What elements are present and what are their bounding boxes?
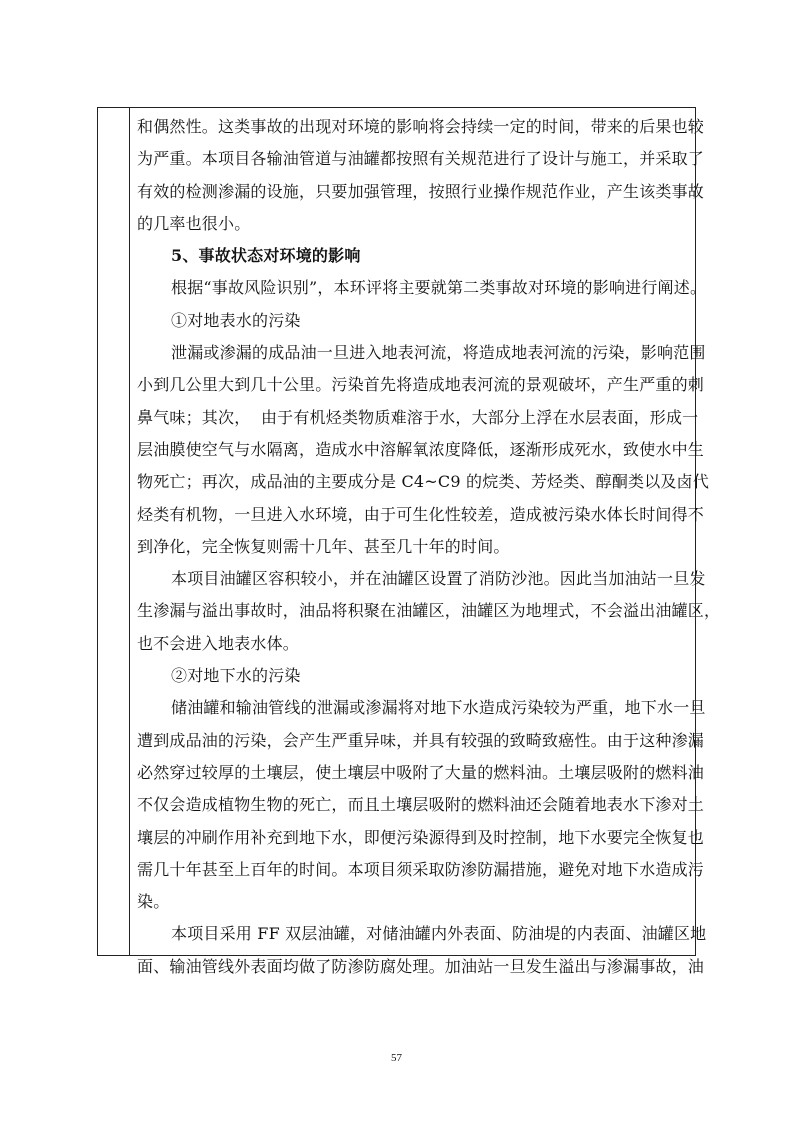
paragraph-line: 层油膜使空气与水隔离，造成水中溶解氧浓度降低，逐渐形成死水，致使水中生 — [137, 439, 705, 459]
paragraph-line: 遭到成品油的污染，会产生严重异味，并具有较强的致畸致癌性。由于这种渗漏 — [137, 730, 705, 750]
paragraph-line: 小到几公里大到几十公里。污染首先将造成地表河流的景观破坏，产生严重的刺 — [137, 375, 705, 395]
subsection-heading: ①对地表水的污染 — [171, 310, 301, 330]
paragraph-line: 有效的检测渗漏的设施，只要加强管理，按照行业操作规范作业，产生该类事故 — [137, 181, 705, 201]
paragraph-line: 和偶然性。这类事故的出现对环境的影响将会持续一定的时间，带来的后果也较 — [137, 117, 705, 136]
paragraph-line: 为严重。本项目各输油管道与油罐都按照有关规范进行了设计与施工，并采取了 — [137, 149, 705, 169]
paragraph-line: 染。 — [137, 892, 170, 912]
table-content — [137, 111, 721, 983]
paragraph-line: 生渗漏与溢出事故时，油品将积聚在油罐区，油罐区为地埋式，不会溢出油罐区， — [137, 601, 721, 621]
paragraph-line: 物死亡；再次，成品油的主要成分是 C4~C9 的烷类、芳烃类、醇酮类以及卤代 — [137, 472, 710, 492]
paragraph-line: 烃类有机物，一旦进入水环境，由于可生化性较差，造成被污染水体长时间得不 — [137, 504, 705, 524]
section-heading: 5、事故状态对环境的影响 — [171, 246, 361, 266]
paragraph-line: 本项目油罐区容积较小，并在油罐区设置了消防沙池。因此当加油站一旦发 — [171, 569, 706, 589]
page-number: 57 — [391, 1052, 402, 1064]
paragraph-line: 需几十年甚至上百年的时间。本项目须采取防渗防漏措施，避免对地下水造成污 — [137, 859, 705, 879]
paragraph-line: 根据“事故风险识别”，本环评将主要就第二类事故对环境的影响进行阐述。 — [171, 278, 707, 298]
paragraph-line: 到净化，完全恢复则需十几年、甚至几十年的时间。 — [137, 536, 510, 556]
paragraph-line: 泄漏或渗漏的成品油一旦进入地表河流，将造成地表河流的污染，影响范围 — [171, 343, 706, 363]
paragraph-line: 面、输油管线外表面均做了防渗防腐处理。加油站一旦发生溢出与渗漏事故，油 — [137, 956, 705, 976]
left-column-divider — [129, 108, 130, 955]
paragraph-line: 不仅会造成植物生物的死亡，而且土壤层吸附的燃料油还会随着地表水下渗对土 — [137, 795, 705, 815]
paragraph-line: 的几率也很小。 — [137, 213, 251, 233]
paragraph-line: 鼻气味；其次， 由于有机烃类物质难溶于水，大部分上浮在水层表面，形成一 — [137, 407, 699, 427]
paragraph-line: 储油罐和输油管线的泄漏或渗漏将对地下水造成污染较为严重，地下水一旦 — [171, 698, 706, 718]
paragraph-line: 壤层的冲刷作用补充到地下水，即便污染源得到及时控制，地下水要完全恢复也 — [137, 827, 705, 847]
paragraph-line: 也不会进入地表水体。 — [137, 633, 300, 653]
paragraph-line: 必然穿过较厚的土壤层，使土壤层中吸附了大量的燃料油。土壤层吸附的燃料油 — [137, 762, 705, 782]
subsection-heading: ②对地下水的污染 — [171, 666, 301, 686]
paragraph-line: 本项目采用 FF 双层油罐，对储油罐内外表面、防油堤的内表面、油罐区地 — [171, 924, 707, 944]
